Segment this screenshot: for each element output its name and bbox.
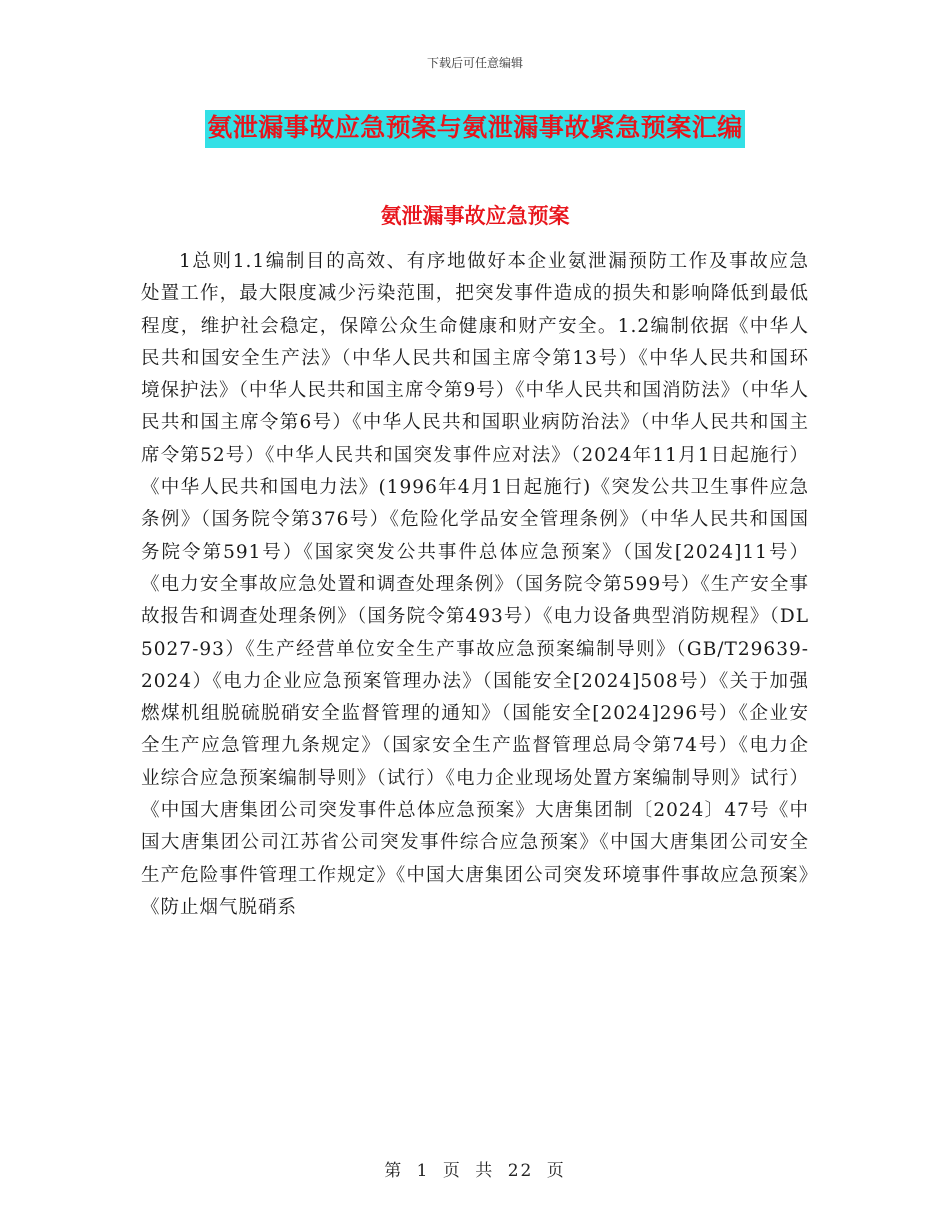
document-title-container [0, 110, 950, 148]
document-title: 氨泄漏事故应急预案与氨泄漏事故紧急预案汇编 [205, 110, 745, 148]
body-paragraph: 1总则1.1编制目的高效、有序地做好本企业氨泄漏预防工作及事故应急处置工作，最大限度减少污染范围，把突发事件造成的损失和影响降低到最低程度，维护社会稳定，保障公众生命健康和财产安全。1.2编制依据《中华人民共和国安全生产法》（中华人民共和国主席令第13号）《中华人民共和国环境保护法》（中华人民共和国主席令第9号）《中华人民共和国消防法》（中华人民共和国主席令第6号）《中华人民共和国职业病防治法》（中华人民共和国主席令第52号）《中华人民共和国突发事件应对法》（2024年11月1日起施行）《中华人民共和国电力法》(1996年4月1日起施行)《突发公共卫生事件应急条例》（国务院令第376号）《危险化学品安全管理条例》（中华人民共和国国务院令第591号）《国家突发公共事件总体应急预案》（国发[2024]11号）《电力安全事故应急处置和调查处理条例》（国务院令第599号）《生产安全事故报告和调查处理条例》（国务院令第493号）《电力设备典型消防规程》（DL5027-93）《生产经营单位安全生产事故应急预案编制导则》（GB/T29639-2024）《电力企业应急预案管理办法》（国能安全[2024]508号）《关于加强燃煤机组脱硫脱硝安全监督管理的通知》（国能安全[2024]296号）《企业安全生产应急管理九条规定》（国家安全生产监督管理总局令第74号）《电力企业综合应急预案编制导则》（试行）《电力企业现场处置方案编制导则》试行）《中国大唐集团公司突发事件总体应急预案》大唐集团制〔2024〕47号《中国大唐集团公司江苏省公司突发事件综合应急预案》《中国大唐集团公司安全生产危险事件管理工作规定》《中国大唐集团公司突发环境事件事故应急预案》《防止烟气脱硝系 [141, 251, 809, 918]
section-title: 氨泄漏事故应急预案 [380, 203, 570, 228]
page-number-footer: 第 1 页 共 22 页 [384, 1161, 566, 1181]
page-header-note: 下载后可任意编辑 [426, 56, 523, 70]
